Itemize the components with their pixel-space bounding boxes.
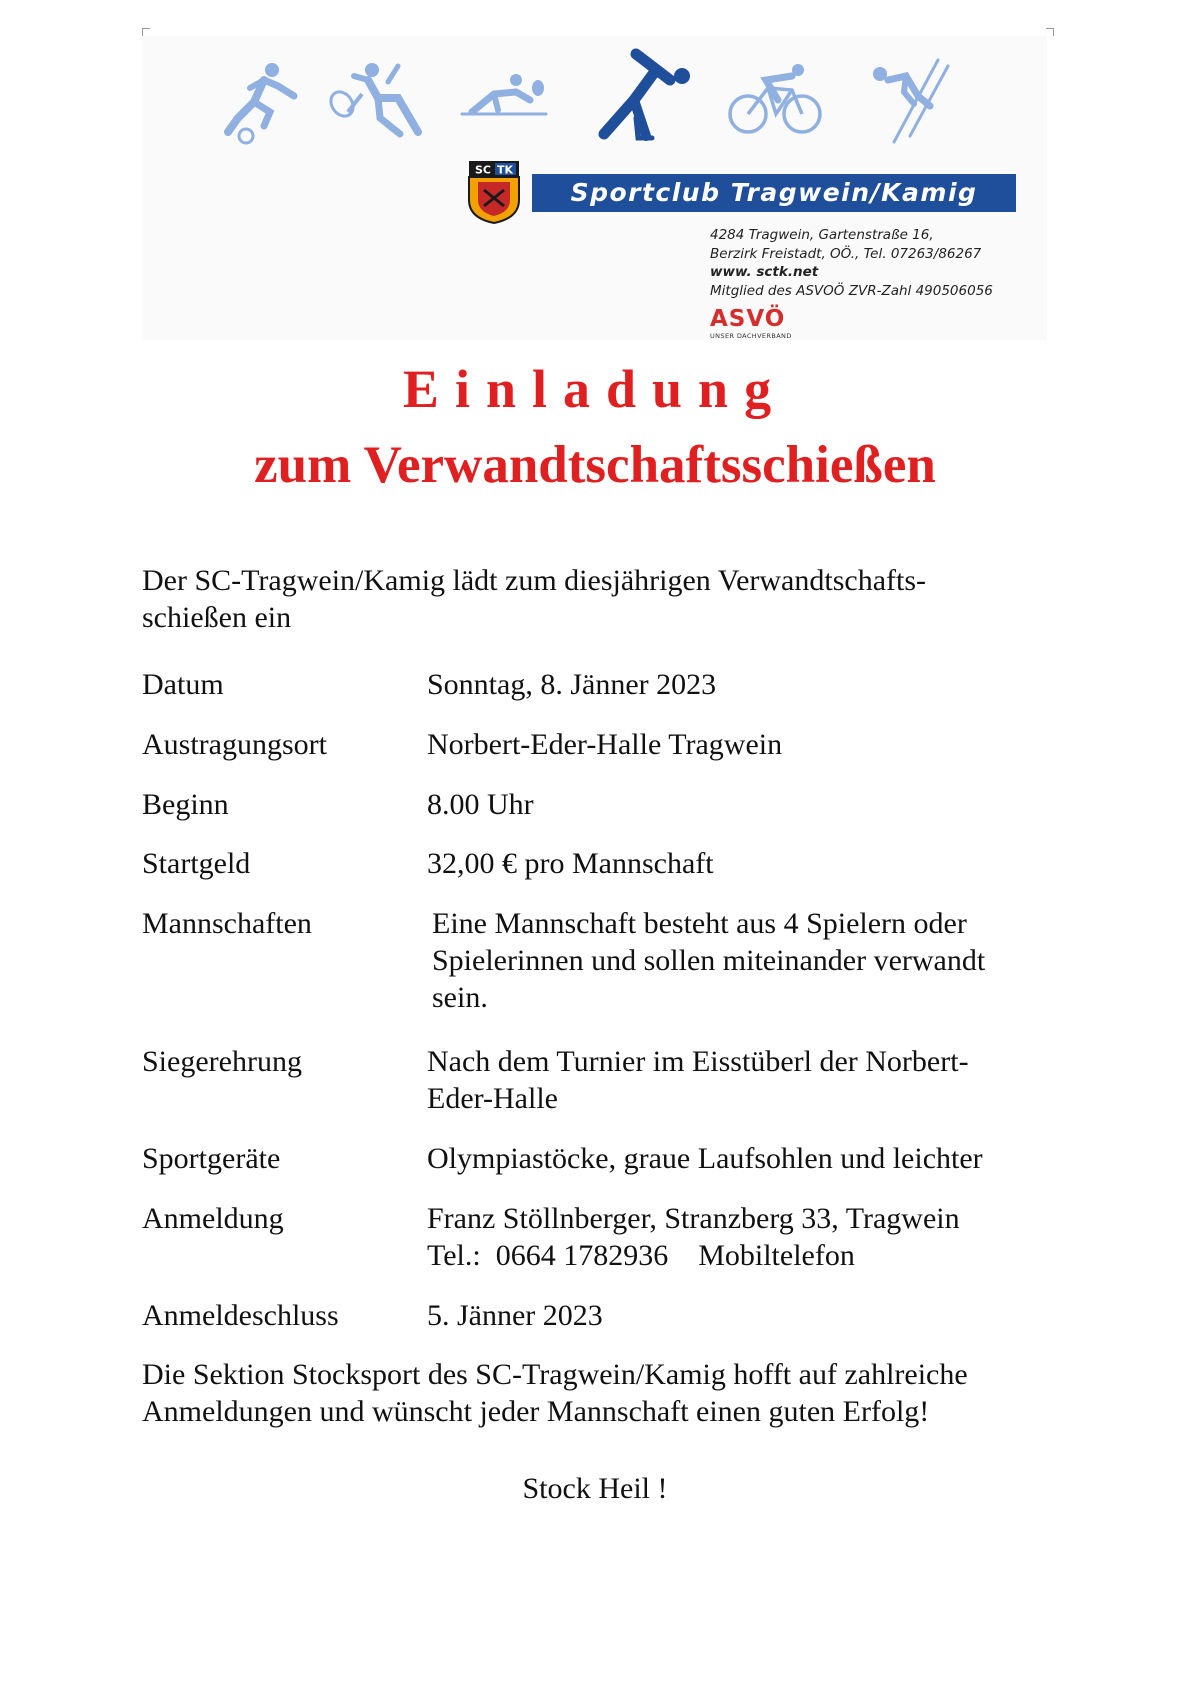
address-line: Berzirk Freistadt, OÖ., Tel. 07263/86267 — [710, 245, 982, 262]
address-line: 4284 Tragwein, Gartenstraße 16, — [710, 227, 934, 243]
closing-greeting: Stock Heil ! — [522, 1472, 668, 1505]
letterhead — [142, 36, 1047, 340]
closing-paragraph-line: Anmeldungen und wünscht jeder Mannschaft einen guten Erfolg! — [142, 1395, 930, 1428]
detail-label: Startgeld — [142, 847, 251, 880]
svg-text:TK: TK — [497, 163, 514, 177]
table-tennis-icon — [458, 70, 550, 120]
closing-paragraph-line: Die Sektion Stocksport des SC-Tragwein/Kamig hofft auf zahlreiche — [142, 1358, 968, 1391]
address-line: Mitglied des ASVOÖ ZVR-Zahl 490506056 — [710, 282, 993, 299]
detail-value: Norbert-Eder-Halle Tragwein — [427, 728, 783, 761]
detail-label: Mannschaften — [142, 907, 312, 940]
detail-value-line: Spielerinnen und sollen miteinander verwandt — [432, 944, 986, 977]
detail-value-line: Eine Mannschaft besteht aus 4 Spielern oder — [432, 907, 967, 940]
detail-label: Austragungsort — [142, 728, 327, 761]
detail-label: Anmeldung — [142, 1202, 284, 1235]
asvo-logo: ASVÖ — [710, 306, 786, 332]
skiing-icon — [868, 56, 952, 146]
detail-label: Anmeldeschluss — [142, 1299, 339, 1332]
detail-value-line: Franz Stöllnberger, Stranzberg 33, Tragwein — [427, 1202, 960, 1235]
detail-label: Sportgeräte — [142, 1142, 281, 1175]
detail-value — [432, 905, 1177, 1016]
detail-value-line: Tel.: 0664 1782936 Mobiltelefon — [427, 1239, 855, 1272]
detail-value-line: Eder-Halle — [427, 1082, 558, 1115]
detail-value: Olympiastöcke, graue Laufsohlen und leichter — [427, 1142, 983, 1175]
soccer-icon — [220, 62, 300, 146]
detail-value — [427, 1043, 1172, 1117]
intro-paragraph — [142, 562, 1022, 636]
detail-label: Beginn — [142, 788, 229, 821]
cycling-icon — [726, 62, 826, 136]
detail-value-line: Nach dem Turnier im Eisstüberl der Norbert- — [427, 1045, 969, 1078]
tennis-icon — [328, 62, 428, 142]
ice-stock-icon — [596, 46, 696, 142]
detail-label: Siegerehrung — [142, 1045, 302, 1078]
club-website: www. sctk.net — [710, 264, 819, 280]
detail-value-line: sein. — [432, 981, 488, 1014]
title-line-1: Einladung — [402, 359, 788, 419]
detail-label: Datum — [142, 668, 224, 701]
detail-value: 32,00 € pro Mannschaft — [427, 847, 714, 880]
crop-mark-top-right — [1046, 28, 1054, 36]
club-address — [710, 226, 993, 300]
detail-value — [427, 1200, 1172, 1274]
svg-text:SC: SC — [475, 163, 491, 177]
detail-value: Sonntag, 8. Jänner 2023 — [427, 668, 717, 701]
intro-text: Der SC-Tragwein/Kamig lädt zum diesjährigen Verwandtschafts-schießen ein — [142, 564, 926, 634]
closing-paragraph — [142, 1356, 1062, 1430]
asvo-tagline: UNSER DACHVERBAND — [710, 332, 792, 340]
detail-value: 5. Jänner 2023 — [427, 1299, 603, 1332]
club-badge-icon — [468, 160, 520, 224]
club-name-banner: Sportclub Tragwein/Kamig — [532, 174, 1016, 212]
title-line-2: zum Verwandtschaftsschießen — [254, 436, 936, 494]
detail-value: 8.00 Uhr — [427, 788, 534, 821]
crop-mark-top-left — [142, 28, 150, 36]
